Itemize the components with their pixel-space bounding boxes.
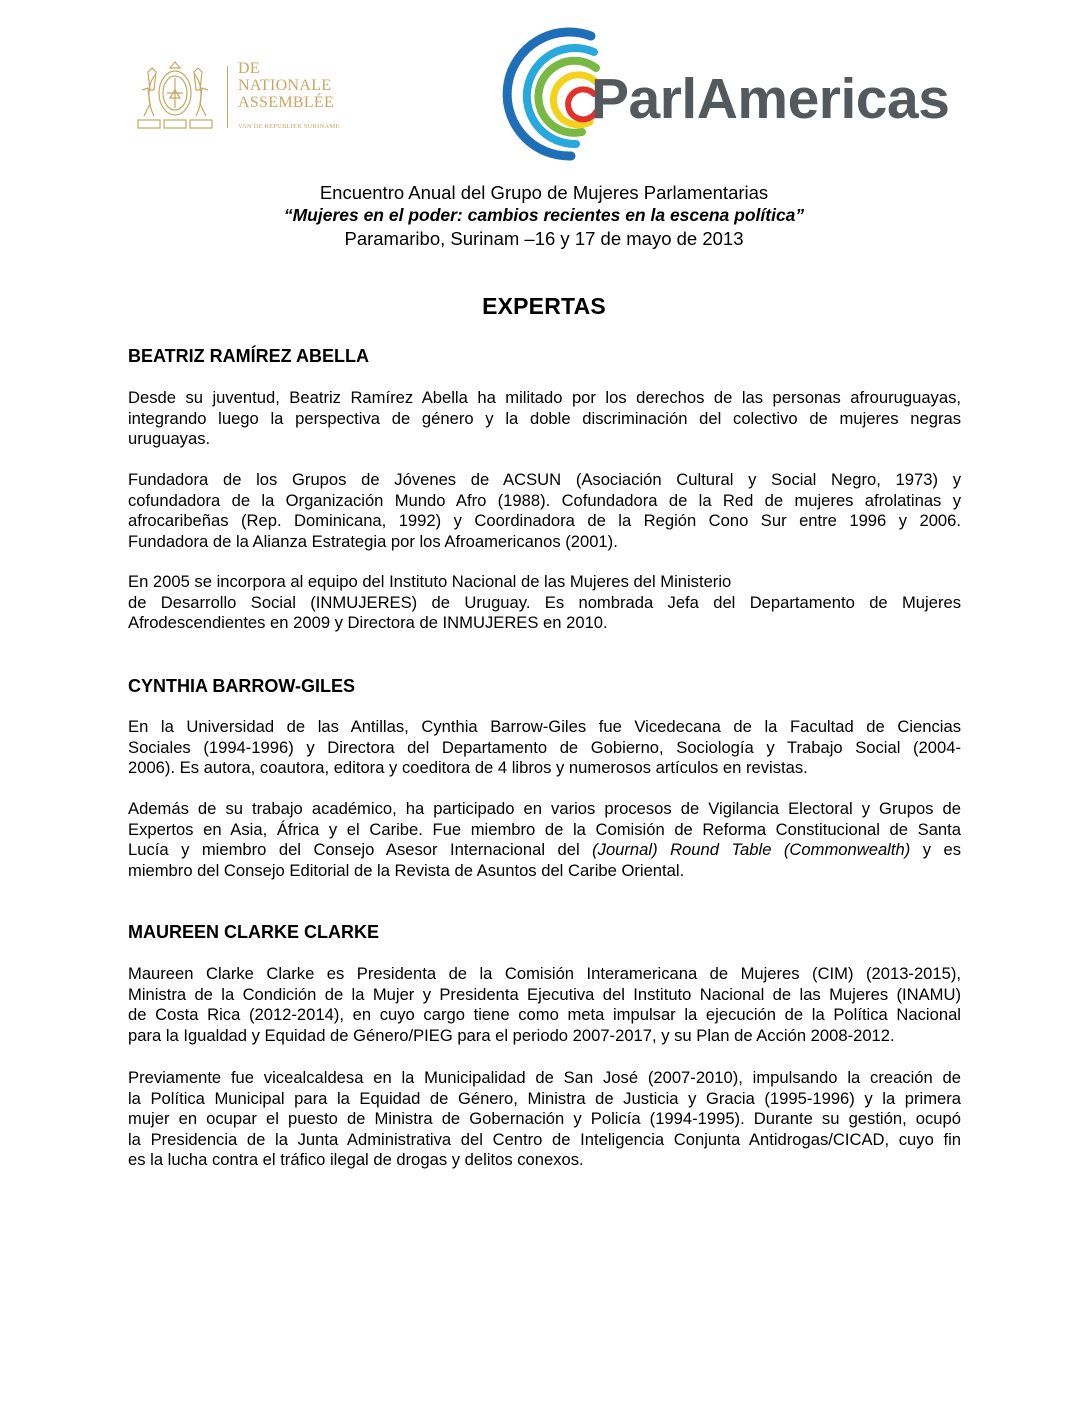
- coat-of-arms-icon: [134, 60, 216, 134]
- logo-line-nationale: NATIONALE: [238, 77, 332, 94]
- text-line: Además de su trabajo académico, ha participado en varios procesos de Vigilancia Electoral y Grupos de: [128, 799, 961, 818]
- event-location-date: Paramaribo, Surinam –16 y 17 de mayo de 2013: [344, 228, 744, 249]
- expert-name-barrow-giles: CYNTHIA BARROW-GILES: [128, 676, 355, 696]
- nationale-assemblee-logo: [134, 60, 354, 135]
- text-line: En la Universidad de las Antillas, Cynthia Barrow-Giles fue Vicedecana de la Facultad de Ciencias: [128, 717, 961, 736]
- expert-name-clarke: MAUREEN CLARKE CLARKE: [128, 922, 379, 942]
- text-line: Maureen Clarke Clarke es Presidenta de la Comisión Interamericana de Mujeres (CIM) (2013-2015),: [128, 964, 961, 983]
- page-title: EXPERTAS: [482, 293, 606, 319]
- paragraph: [128, 964, 961, 1046]
- text-line: En 2005 se incorpora al equipo del Instituto Nacional de las Mujeres del Ministerio: [128, 572, 732, 591]
- text-line: mujer en ocupar el puesto de Ministra de Gobernación y Policía (1994-1995). Durante su gestión, ocupó: [128, 1109, 961, 1128]
- text-line: Afrodescendientes en 2009 y Directora de INMUJERES en 2010.: [128, 613, 608, 632]
- text-line: Expertos en Asia, África y el Caribe. Fue miembro de la Comisión de Reforma Constitucional de Santa: [128, 819, 961, 839]
- text-line: [128, 840, 961, 861]
- text-line: para la Igualdad y Equidad de Género/PIEG para el periodo 2007-2017, y su Plan de Acción 2008-2012.: [128, 1025, 895, 1045]
- text-line: uruguayas.: [128, 429, 211, 448]
- parlamericas-wordmark: ParlAmericas: [591, 67, 950, 131]
- nationale-assemblee-wordmark: [238, 60, 334, 111]
- text-line: de Desarrollo Social (INMUJERES) de Uruguay. Es nombrada Jefa del Departamento de Mujeres: [128, 592, 961, 612]
- text-line: cofundadora de la Organización Mundo Afro (1988). Cofundadora de la Red de mujeres afrolatinas y: [128, 490, 961, 510]
- text-line: la Política Municipal para la Equidad de Género, Ministra de Justicia y Gracia (1995-1996) y la primera: [128, 1088, 961, 1108]
- expert-name-ramirez: BEATRIZ RAMÍREZ ABELLA: [128, 346, 369, 366]
- text-line: Desde su juventud, Beatriz Ramírez Abella ha militado por los derechos de las personas afrouruguayas,: [128, 388, 961, 407]
- text-line: Fundadora de los Grupos de Jóvenes de ACSUN (Asociación Cultural y Social Negro, 1973) y: [128, 470, 961, 489]
- event-title: Encuentro Anual del Grupo de Mujeres Parlamentarias: [319, 182, 769, 203]
- event-theme: “Mujeres en el poder: cambios recientes en la escena política”: [283, 205, 805, 225]
- text-segment: y es: [910, 840, 961, 859]
- text-line: Previamente fue vicealcaldesa en la Municipalidad de San José (2007-2010), impulsando la creación de: [128, 1068, 961, 1087]
- text-line: Fundadora de la Alianza Estrategia por los Afroamericanos (2001).: [128, 531, 618, 551]
- paragraph: [128, 717, 961, 779]
- logo-line-assemblee: ASSEMBLÉE: [238, 94, 335, 111]
- text-line: de Costa Rica (2012-2014), en cuyo cargo tiene como meta impulsar la ejecución de la Política Nacional: [128, 1005, 961, 1024]
- text-line: Ministra de la Condición de la Mujer y Presidenta Ejecutiva del Instituto Nacional de las Mujeres (INAMU): [128, 984, 961, 1004]
- logo-subtitle: VAN DE REPUBLIEK SURINAME: [238, 123, 340, 130]
- logo-divider: [227, 66, 228, 128]
- paragraph: [128, 799, 961, 881]
- italic-phrase: (Journal) Round Table (Commonwealth): [592, 840, 911, 859]
- parlamericas-logo: [496, 24, 966, 164]
- paragraph: [128, 388, 961, 450]
- paragraph: [128, 1068, 961, 1171]
- text-line: afrocaribeñas (Rep. Dominicana, 1992) y Coordinadora de la Región Cono Sur entre 1996 y 2006.: [128, 511, 961, 530]
- text-line: es la lucha contra el tráfico ilegal de drogas y delitos conexos.: [128, 1150, 584, 1169]
- paragraph: [128, 572, 961, 634]
- text-line: Sociales (1994-1996) y Directora del Departamento de Gobierno, Sociología y Trabajo Social (2004-: [128, 737, 961, 757]
- text-segment: Lucía y miembro del Consejo Asesor Internacional del: [128, 840, 593, 859]
- text-line: miembro del Consejo Editorial de la Revista de Asuntos del Caribe Oriental.: [128, 860, 685, 880]
- logo-line-de: DE: [238, 60, 260, 77]
- paragraph: [128, 470, 961, 552]
- text-line: 2006). Es autora, coautora, editora y coeditora de 4 libros y numerosos artículos en revistas.: [128, 758, 808, 777]
- text-line: integrando luego la perspectiva de género y la doble discriminación del colectivo de mujeres negras: [128, 408, 961, 428]
- text-line: la Presidencia de la Junta Administrativa del Centro de Inteligencia Conjunta Antidrogas/CICAD, cuyo fin: [128, 1129, 961, 1149]
